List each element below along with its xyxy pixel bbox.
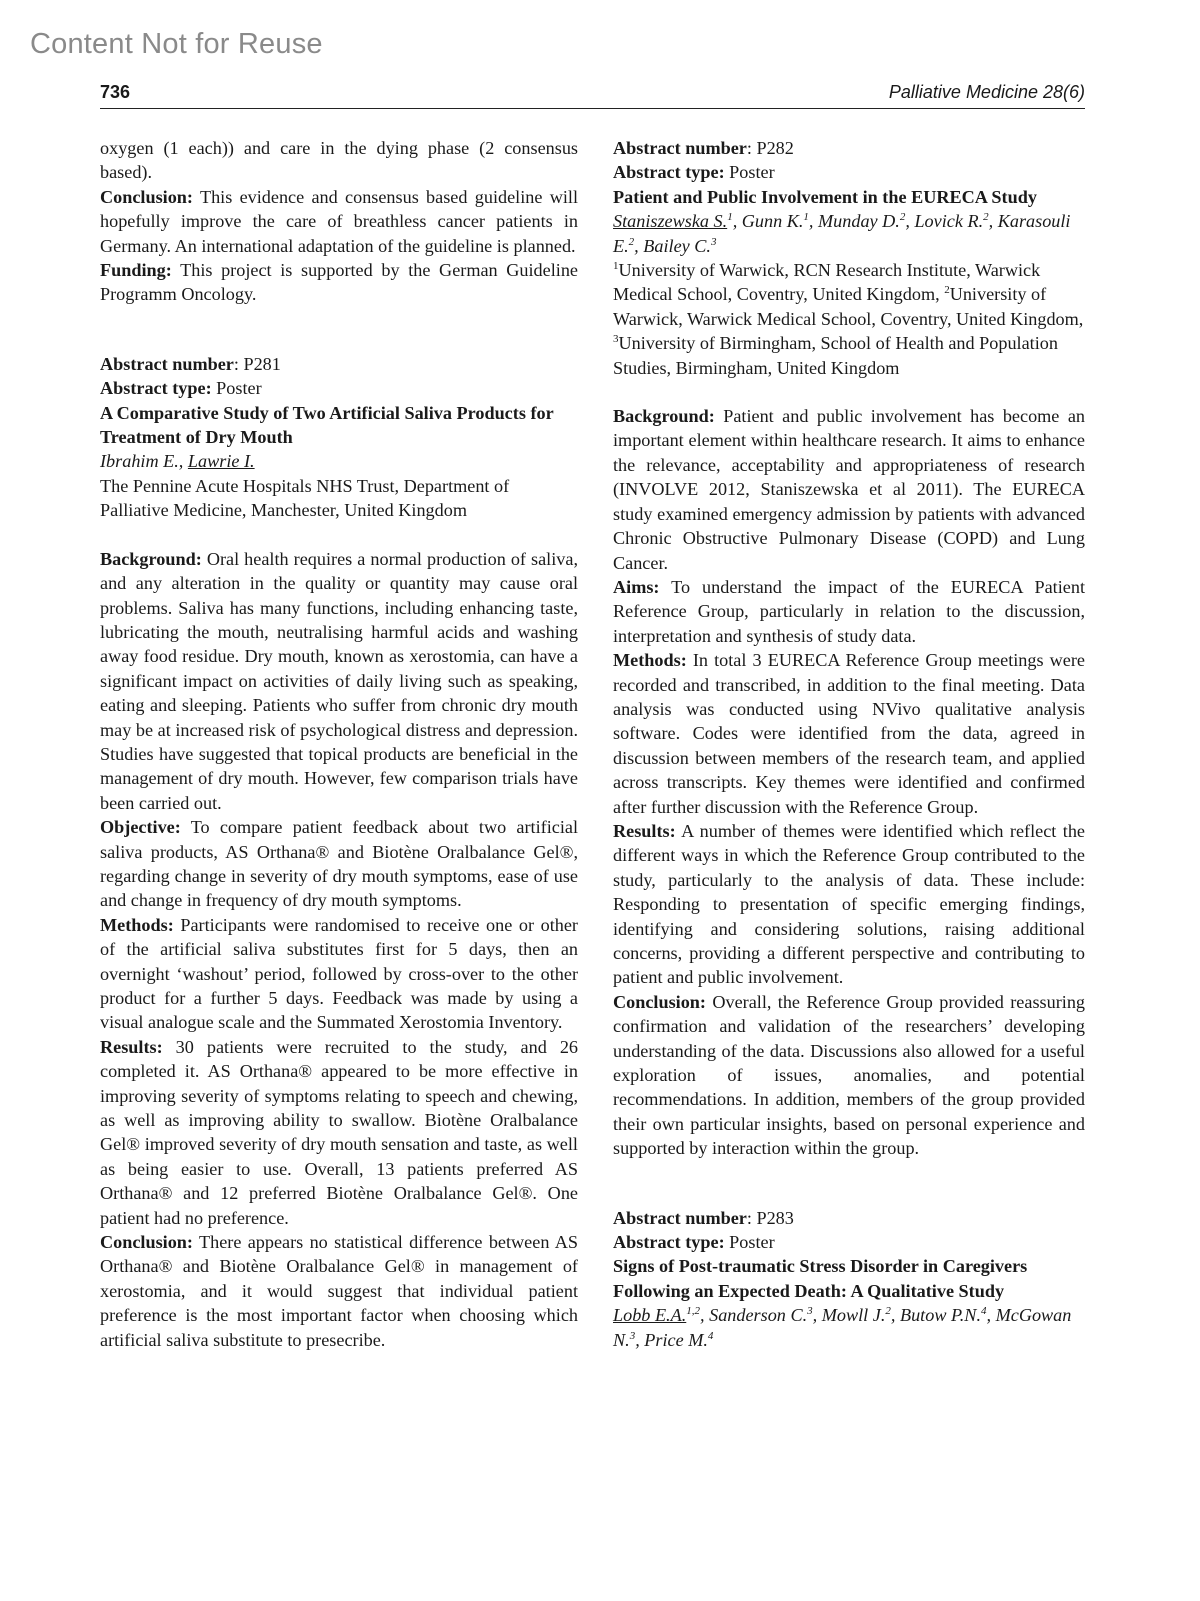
section-text: Oral health requires a normal production of saliva, and any alteration in the quality or quantity may cause oral problems. Saliva has many functions, including enhancing taste, lubricating the mouth, neutralising harmful acids and washing away food residue. Dry mouth, known as xerostomia, can have a significant impact on activities of daily living such as speaking, eating and sleeping. Patients who suffer from chronic dry mouth may be at increased risk of psychological distress and depression. Studies have suggested that topical products are beneficial in the management of dry mouth. However, few comparison trials have been carried out. <box>100 548 579 813</box>
abstract-type-label: Abstract type: <box>100 378 212 399</box>
authors <box>613 209 1085 258</box>
presenting-author: Staniszewska S. <box>613 211 728 232</box>
affil-marker: 2 <box>899 211 906 224</box>
section-label: Conclusion: <box>100 186 193 207</box>
section-label: Background: <box>100 548 202 569</box>
journal-name: Palliative Medicine 28(6) <box>888 82 1085 102</box>
continued-funding <box>100 258 578 307</box>
section-label: Funding: <box>100 260 172 281</box>
author: , Lovick R. <box>905 211 984 232</box>
abstract-p282 <box>613 136 1085 1161</box>
abstract-type-label: Abstract type: <box>613 162 725 183</box>
continued-text: oxygen (1 each)) and care in the dying phase (2 consensus based). <box>100 138 578 183</box>
abstract-number-value: : P281 <box>233 353 281 374</box>
results-section <box>100 1035 578 1230</box>
abstract-title: Patient and Public Involvement in the EURECA Study <box>613 186 1037 207</box>
section-label: Results: <box>613 820 676 841</box>
abstract-number <box>613 136 1085 160</box>
section-label: Aims: <box>613 576 660 597</box>
section-label: Background: <box>613 406 715 427</box>
abstract-number-label: Abstract number <box>613 138 747 158</box>
affil-marker: 2 <box>944 284 950 297</box>
affil-marker: 4 <box>981 1305 987 1318</box>
section-text: There appears no statistical difference between AS Orthana® and Biotène Oralbalance Gel® in management of xerostomia, and it would suggest that individual patient preference is the most important factor when choosing which artificial saliva substitute to presecribe. <box>100 1232 578 1350</box>
methods-section <box>613 648 1085 819</box>
author: , McGowan N. <box>613 1305 1072 1350</box>
page-number: 736 <box>100 82 131 102</box>
section-text: 30 patients were recruited to the study, and 26 completed it. AS Orthana® appeared to be more effective in improving severity of symptoms relating to speech and chewing, as well as improving ability to swallow. Biotène Oralbalance Gel® improved severity of dry mouth sensation and taste, as well as being easier to use. Overall, 13 patients preferred AS Orthana® and 12 preferred Biotène Oralbalance Gel®. One patient had no preference. <box>100 1036 579 1228</box>
abstract-number-value: : P282 <box>746 138 794 158</box>
affil-marker: 2 <box>885 1305 891 1318</box>
right-column <box>613 136 1085 1352</box>
abstract-number-label: Abstract number <box>100 353 234 374</box>
author: , Price M. <box>635 1329 708 1350</box>
abstract-type-label: Abstract type: <box>613 1232 725 1253</box>
affil-marker: 2 <box>983 211 989 224</box>
results-section <box>613 819 1085 990</box>
abstract-number <box>613 1206 1085 1230</box>
left-column <box>100 136 578 1352</box>
abstract-number <box>100 352 578 376</box>
abstract-type <box>613 160 1085 184</box>
affil-marker: 1 <box>727 211 733 224</box>
author: , Butow P.N. <box>890 1305 981 1326</box>
section-label: Methods: <box>613 650 687 671</box>
section-text: This evidence and consensus based guideline will hopefully improve the care of breathless cancer patients in Germany. An international adaptation of the guideline is planned. <box>100 186 579 256</box>
affil-marker: 1 <box>613 259 619 272</box>
background-section <box>613 404 1085 575</box>
aims-section <box>613 575 1085 648</box>
author: , Sanderson C. <box>700 1305 808 1326</box>
abstract-title: A Comparative Study of Two Artificial Saliva Products for Treatment of Dry Mouth <box>100 402 554 448</box>
continued-conclusion <box>100 185 578 258</box>
affil-marker: 1,2 <box>686 1305 701 1318</box>
abstract-p283 <box>613 1206 1085 1352</box>
section-text: Participants were randomised to receive one or other of the artificial saliva substitutes first for 5 days, then an overnight ‘washout’ period, followed by cross-over to the other product for a further 5 days. Feedback was made by using a visual analogue scale and the Summated Xerostomia Inventory. <box>100 914 578 1033</box>
section-text: Patient and public involvement has become an important element within healthcare research. It aims to enhance the relevance, acceptability and appropriateness of research (INVOLVE 2012, Staniszewska et al 2011). The EURECA study examined emergency admission by patients with advanced Chronic Obstructive Pulmonary Disease (COPD) and Lung Cancer. <box>613 406 1085 573</box>
presenting-author: Lawrie I. <box>187 451 255 472</box>
section-text: This project is supported by the German Guideline Programm Oncology. <box>100 260 578 305</box>
affil-marker: 3 <box>807 1305 813 1318</box>
affiliation-text: University of Birmingham, School of Health and Population Studies, Birmingham, United Kingdom <box>613 333 1058 378</box>
abstract-number-label: Abstract number <box>613 1207 747 1228</box>
author: , Mowll J. <box>812 1305 886 1326</box>
watermark: Content Not for Reuse <box>30 28 323 60</box>
affil-marker: 3 <box>710 235 717 248</box>
section-text: To compare patient feedback about two artificial saliva products, AS Orthana® and Biotène Oralbalance Gel®, regarding change in severity of dry mouth symptoms, ease of use and change in frequency of dry mouth symptoms. <box>100 817 579 911</box>
section-label: Conclusion: <box>100 1232 193 1253</box>
section-label: Methods: <box>100 914 174 935</box>
author: , Gunn K. <box>732 211 804 232</box>
section-label: Objective: <box>100 817 181 838</box>
affil-marker: 2 <box>628 235 635 248</box>
objective-section <box>100 815 578 913</box>
affiliation: The Pennine Acute Hospitals NHS Trust, Department of Palliative Medicine, Manchester, United Kingdom <box>100 475 510 521</box>
abstract-p281 <box>100 352 578 1352</box>
affiliation <box>613 258 1085 380</box>
conclusion-section <box>100 1230 578 1352</box>
author: , Bailey C. <box>634 235 711 256</box>
section-text: To understand the impact of the EURECA Patient Reference Group, particularly in relation to the discussion, interpretation and synthesis of study data. <box>613 576 1086 646</box>
affiliation-text: University of Warwick, RCN Research Institute, Warwick Medical School, Coventry, United Kingdom, <box>613 260 1041 305</box>
abstract-type-value: Poster <box>729 162 775 183</box>
abstract-type-value: Poster <box>216 378 262 399</box>
presenting-author: Lobb E.A. <box>613 1305 687 1326</box>
affiliation-text: University of Warwick, Warwick Medical School, Coventry, United Kingdom, <box>613 284 1084 329</box>
affil-marker: 3 <box>629 1329 636 1342</box>
section-label: Results: <box>100 1036 163 1057</box>
section-text: Overall, the Reference Group provided reassuring confirmation and validation of the researchers’ developing understanding of the data. Discussions also allowed for a useful exploration of issues, anomalies, and potential recommendations. In addition, members of the group provided their own particular insights, based on personal experience and supported by interaction within the group. <box>613 991 1086 1159</box>
background-section <box>100 547 578 815</box>
author: , Munday D. <box>808 211 900 232</box>
running-head <box>100 78 1085 109</box>
conclusion-section <box>613 990 1085 1161</box>
authors <box>100 449 578 473</box>
affil-marker: 3 <box>613 333 619 346</box>
section-text: In total 3 EURECA Reference Group meetings were recorded and transcribed, in addition to the final meeting. Data analysis was conducted using NVivo qualitative analysis software. Codes were identified from the data, agreed in discussion between members of the research team, and applied across transcripts. Key themes were identified and confirmed after further discussion with the Reference Group. <box>613 650 1085 817</box>
section-label: Conclusion: <box>613 991 706 1012</box>
methods-section <box>100 913 578 1035</box>
authors <box>613 1303 1085 1352</box>
author: , Karasouli E. <box>613 211 1071 256</box>
abstract-title: Signs of Post-traumatic Stress Disorder in Caregivers Following an Expected Death: A Qualitative Study <box>613 1256 1028 1301</box>
affil-marker: 4 <box>707 1329 714 1342</box>
author: Ibrahim E., <box>100 451 188 472</box>
affil-marker: 1 <box>803 211 809 224</box>
abstract-number-value: : P283 <box>746 1207 794 1228</box>
abstract-type-value: Poster <box>729 1232 775 1253</box>
abstract-type <box>100 376 578 400</box>
section-text: A number of themes were identified which reflect the different ways in which the Reference Group contributed to the study, particularly to the analysis of data. These include: Responding to presentation of specific emerging findings, identifying and considering solutions, raising additional concerns, providing a different perspective and contributing to patient and public involvement. <box>613 820 1085 988</box>
abstract-type <box>613 1230 1085 1254</box>
